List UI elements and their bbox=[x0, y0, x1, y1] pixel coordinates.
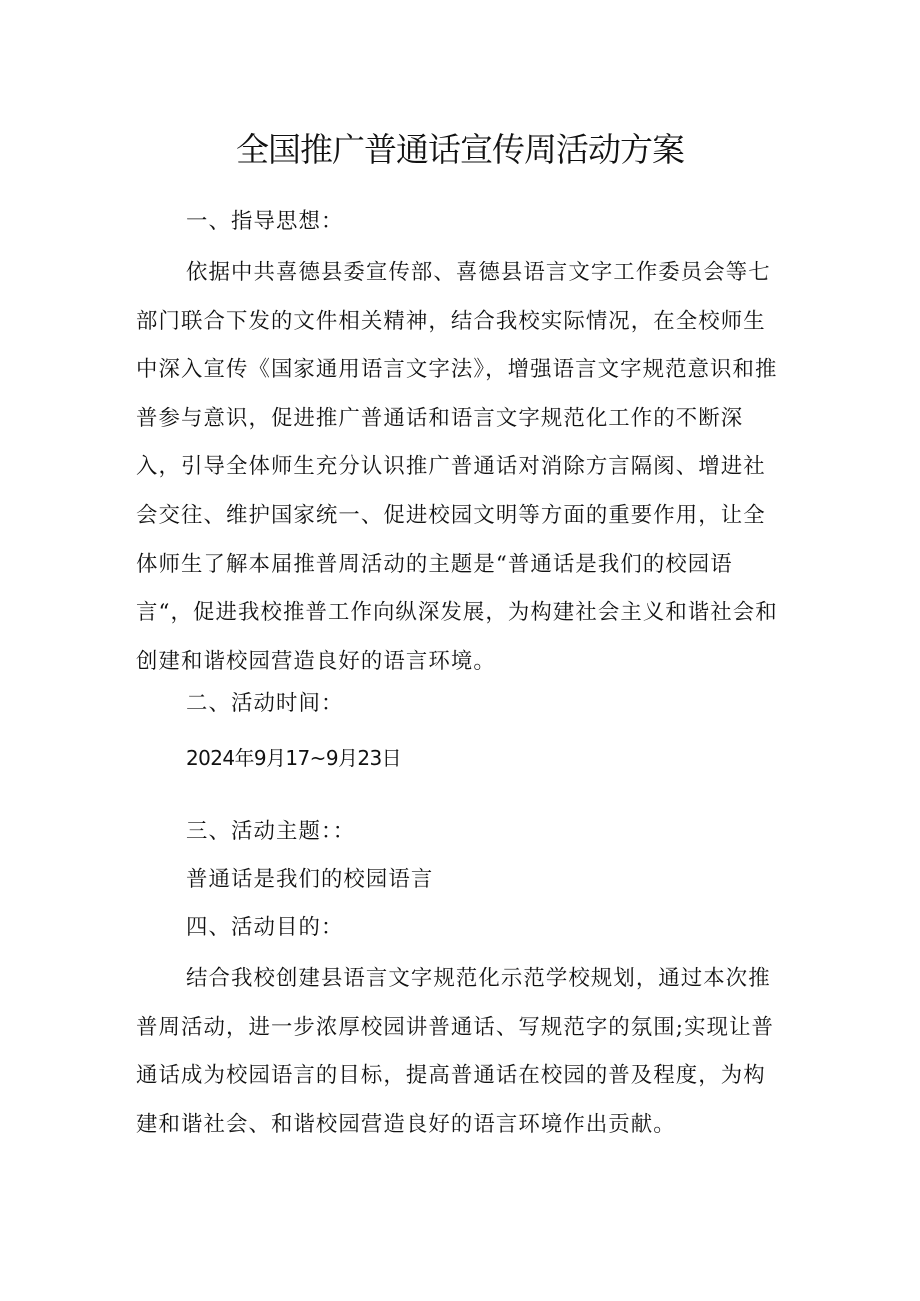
section-heading-activity-purpose: 四、活动目的： bbox=[186, 915, 344, 940]
section-heading-activity-time: 二、活动时间： bbox=[186, 691, 344, 716]
section-body-guiding-ideology: 依据中共喜德县委宣传部、喜德县语言文字工作委员会等七部门联合下发的文件相关精神，结合我校实际情况，在全校师生中深入宣传《国家通用语言文字法》，增强语言文字规范意识和推普参与意识，促进推广普通话和语言文字规范化工作的不断深入，引导全体师生充分认识推广普通话对消除方言隔阂、增进社会交往、维护国家统一、促进校园文明等方面的重要作用，让全体师生了解本届推普周活动的主题是“普通话是我们的校园语言“，促进我校推普工作向纵深发展，为构建社会主义和谐社会和创建和谐校园营造良好的语言环境。 bbox=[136, 260, 778, 674]
activity-date: 2024年9月17~9月23日 bbox=[186, 746, 402, 770]
activity-theme-text: 普通话是我们的校园语言 bbox=[186, 867, 434, 892]
section-heading-activity-theme: 三、活动主题：： bbox=[186, 819, 356, 844]
section-heading-guiding-ideology: 一、指导思想： bbox=[186, 209, 344, 234]
section-body-activity-purpose: 结合我校创建县语言文字规范化示范学校规划，通过本次推普周活动，进一步浓厚校园讲普通话、写规范字的氛围;实现让普通话成为校园语言的目标，提高普通话在校园的普及程度，为构建和谐社会、和谐校园营造良好的语言环境作出贡献。 bbox=[136, 966, 775, 1137]
document-title: 全国推广普通话宣传周活动方案 bbox=[236, 130, 684, 169]
